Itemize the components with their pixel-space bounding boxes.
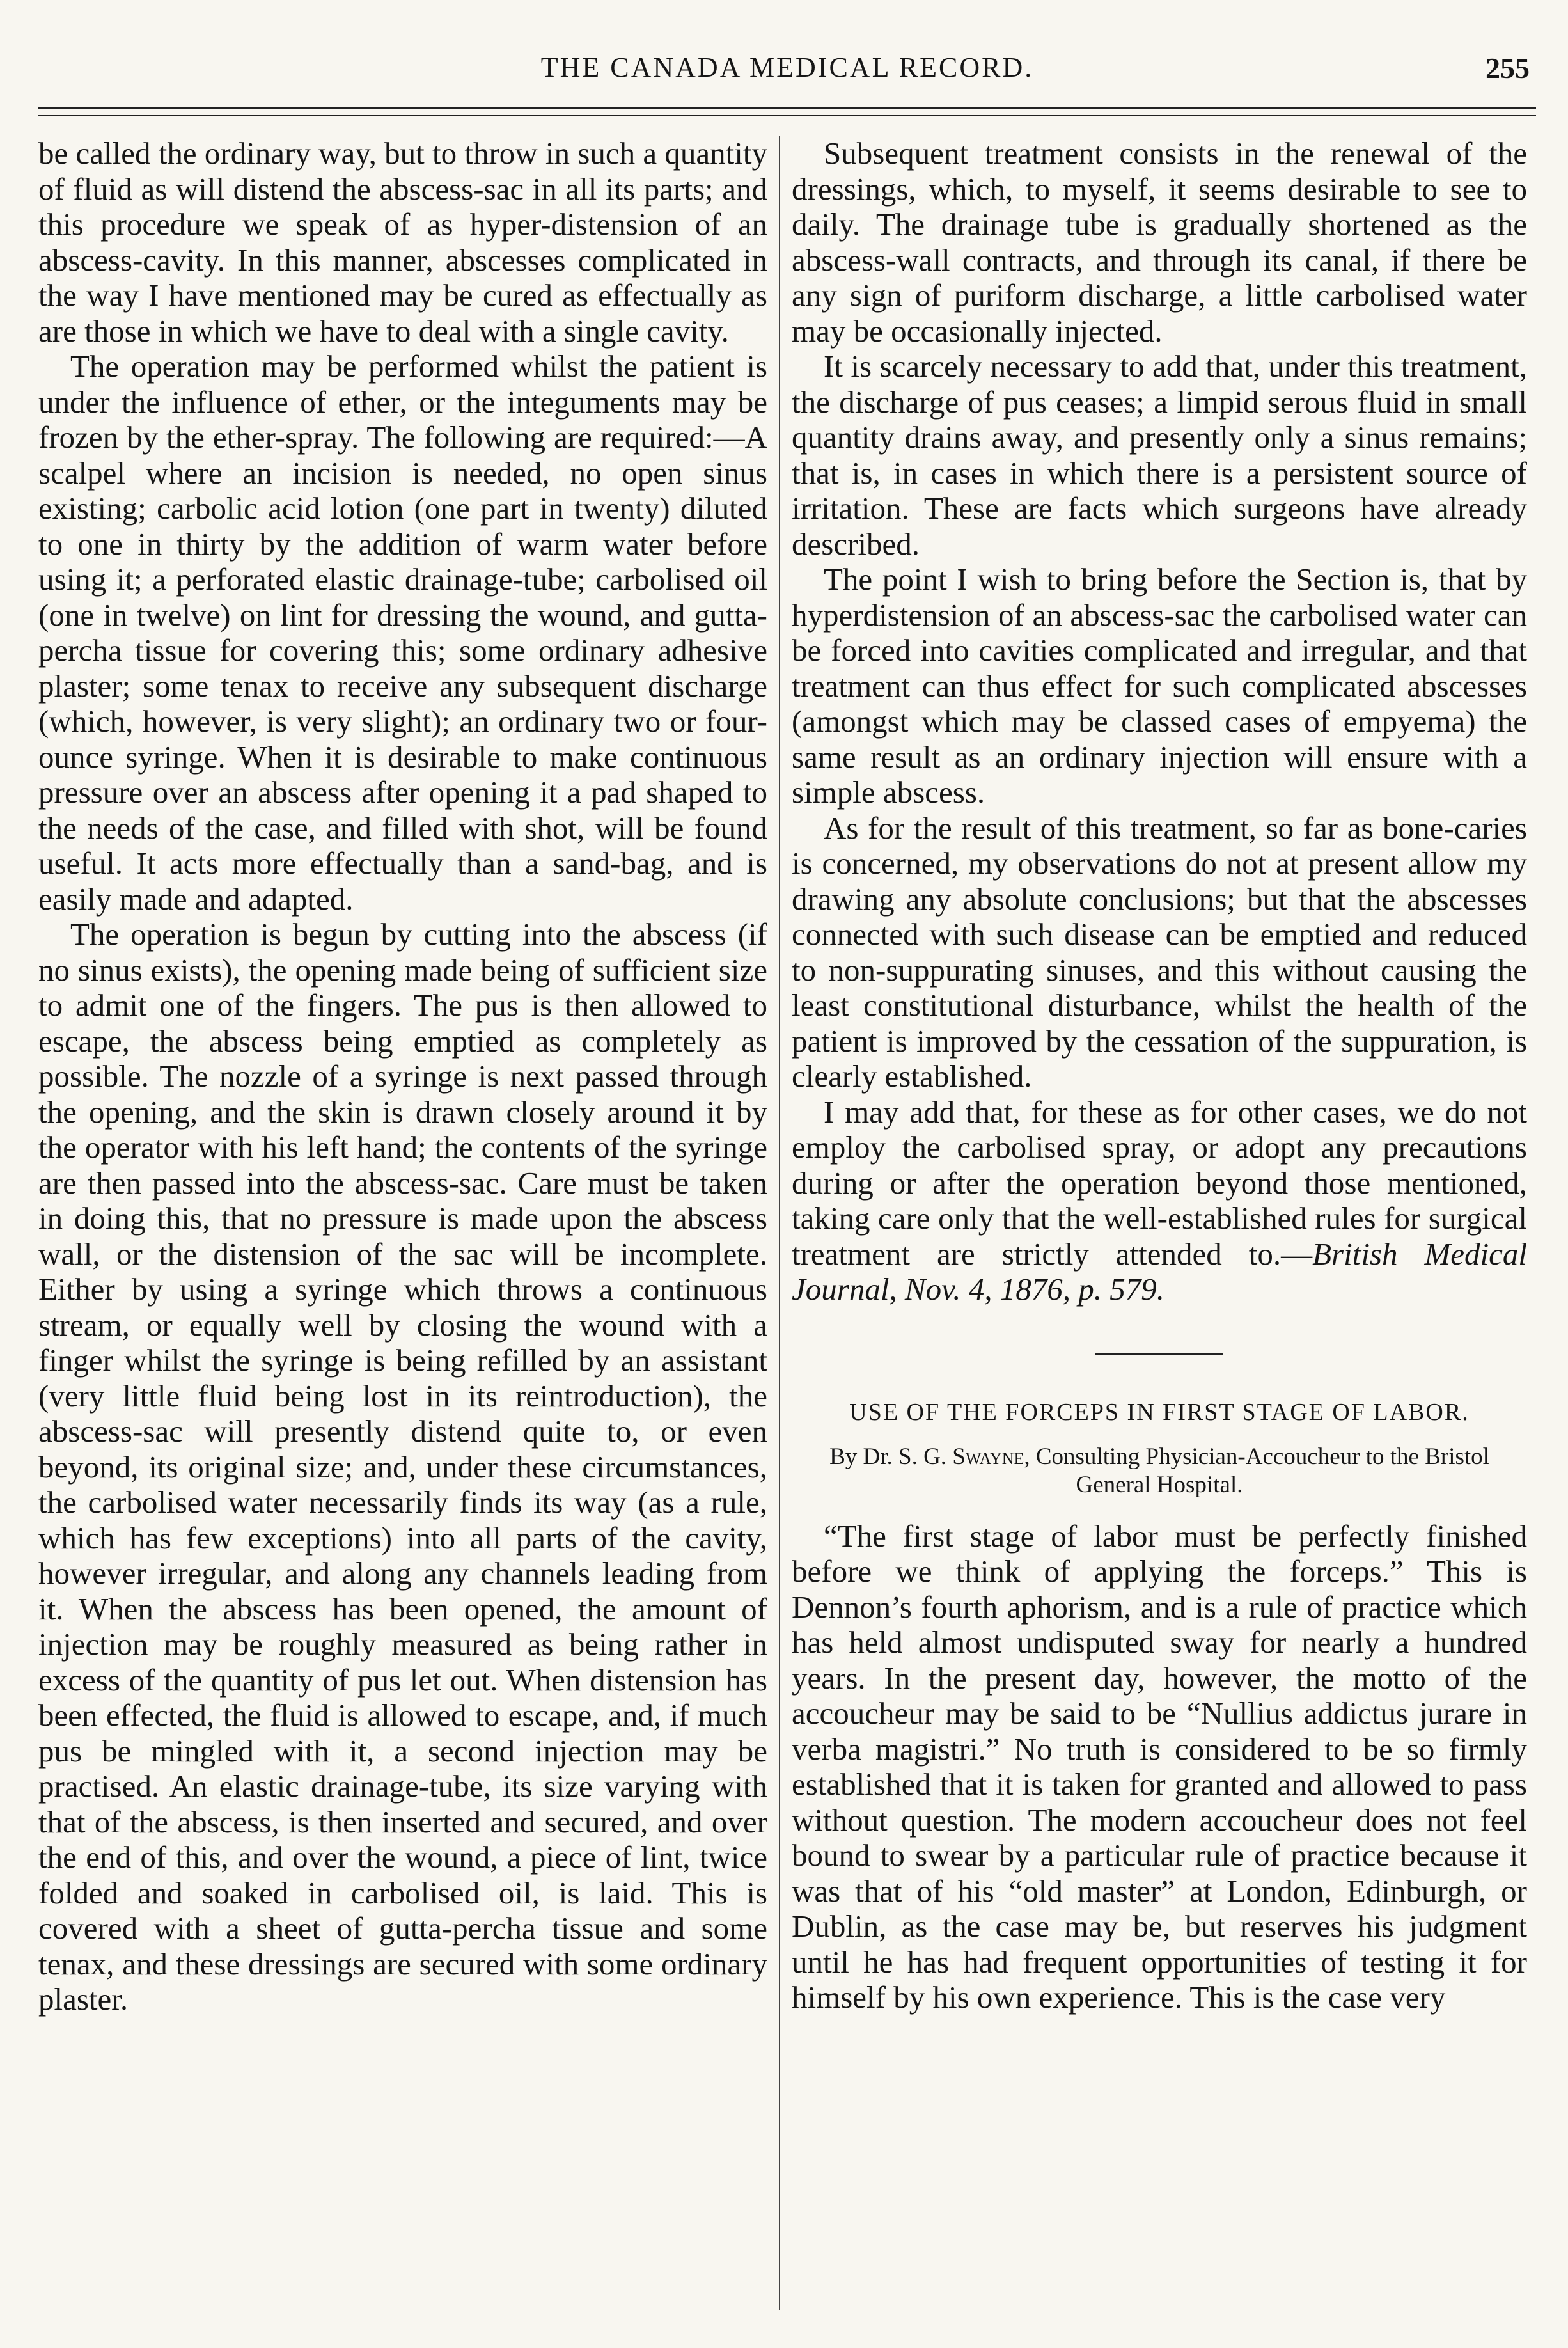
- paragraph: “The first stage of labor must be perfectly finished before we think of applying the forceps.” This is Dennon’s fourth aphorism, and is a rule of practice which has held almost undisputed sway for nearly a hundred years. In the present day, however, the motto of the accoucheur may be said to be “Nullius addictus jurare in verba magistri.” No truth is considered to be so firmly established that it is taken for granted and allowed to pass without question. The modern accoucheur does not feel bound to swear by a particular rule of practice because it was that of his “old master” at London, Edinburgh, or Dublin, as the case may be, but reserves his judgment until he has had frequent opportunities of testing it for himself by his own experience. This is the case very: [792, 1518, 1527, 2015]
- paragraph: Subsequent treatment consists in the renewal of the dressings, which, to myself, it seems desirable to see to daily. The drainage tube is gradually shortened as the abscess-wall contracts, and through its canal, if there be any sign of puriform discharge, a little carbolised water may be occasionally injected.: [792, 136, 1527, 349]
- closing-paragraph: [792, 1094, 1527, 1307]
- author-name: Swayne: [952, 1443, 1024, 1470]
- header-rule-top: [38, 107, 1536, 109]
- paragraph: It is scarcely necessary to add that, under this treatment, the discharge of pus ceases; a limpid serous fluid in small quantity drains away, and presently only a sinus remains; that is, in cases in which there is a persistent source of irritation. These are facts which surgeons have already described.: [792, 349, 1527, 562]
- page-header: [38, 45, 1536, 96]
- paragraph: be called the ordinary way, but to throw in such a quantity of fluid as will distend the abscess-sac in all its parts; and this procedure we speak of as hyper-distension of an abscess-cavity. In this manner, abscesses complicated in the way I have mentioned may be cured as effectually as are those in which we have to deal with a single cavity.: [38, 136, 767, 349]
- paragraph: As for the result of this treatment, so far as bone-caries is concerned, my observations do not at present allow my drawing any absolute conclusions; but that the abscesses connected with such disease can be emptied and reduced to non-suppurating sinuses, and this without causing the least constitutional disturbance, whilst the health of the patient is improved by the cessation of the suppuration, is clearly established.: [792, 810, 1527, 1094]
- article-byline: [798, 1443, 1521, 1499]
- paragraph: The operation may be performed whilst the patient is under the influence of ether, or the integuments may be frozen by the ether-spray. The following are required:—A scalpel where an incision is needed, no open sinus existing; carbolic acid lotion (one part in twenty) diluted to one in thirty by the addition of warm water before using it; a perforated elastic drainage-tube; carbolised oil (one in twelve) on lint for dressing the wound, and gutta-percha tissue for covering this; some ordinary adhesive plaster; some tenax to receive any subsequent discharge (which, however, is very slight); an ordinary two or four-ounce syringe. When it is desirable to make continuous pressure over an abscess after opening it a pad shaped to the needs of the case, and filled with shot, will be found useful. It acts more effectually than a sand-bag, and is easily made and adapted.: [38, 349, 767, 917]
- paragraph: The point I wish to bring before the Section is, that by hyperdistension of an abscess-sac the carbolised water can be forced into cavities complicated and irregular, and that treatment can thus effect for such complicated abscesses (amongst which may be classed cases of empyema) the same result as an ordinary injection will ensure with a simple abscess.: [792, 562, 1527, 810]
- byline-prefix: By Dr. S. G.: [829, 1443, 953, 1470]
- article-title: USE OF THE FORCEPS IN FIRST STAGE OF LABOR.: [849, 1398, 1470, 1426]
- source-citation: British Medical Journal, Nov. 4, 1876, p. 579.: [792, 1236, 1528, 1307]
- column-divider: [779, 136, 780, 2310]
- section-divider: [1095, 1353, 1223, 1355]
- right-column: [792, 136, 1527, 2015]
- closing-paragraph-text: I may add that, for these as for other cases, we do not employ the carbolised spray, or adopt any precautions during or after the operation beyond those mentioned, taking care only that the well-established rules for surgical treatment are strictly attended to.—: [792, 1094, 1527, 1272]
- running-head: THE CANADA MEDICAL RECORD.: [540, 52, 1034, 83]
- header-rule-bottom: [38, 115, 1536, 116]
- page-number: 255: [1486, 52, 1530, 84]
- paragraph: The operation is begun by cutting into the abscess (if no sinus exists), the opening made being of sufficient size to admit one of the fingers. The pus is then allowed to escape, the abscess being emptied as completely as possible. The nozzle of a syringe is next passed through the opening, and the skin is drawn closely around it by the operator with his left hand; the contents of the syringe are then passed into the abscess-sac. Care must be taken in doing this, that no pressure is made upon the abscess wall, or the distension of the sac will be incomplete. Either by using a syringe which throws a continuous stream, or equally well by closing the wound with a finger whilst the syringe is being refilled by an assistant (very little fluid being lost in its reintroduction), the abscess-sac will presently distend quite to, or even beyond, its original size; and, under these circumstances, the carbolised water necessarily finds its way (as a rule, which has few exceptions) into all parts of the cavity, however irregular, and along any channels leading from it. When the abscess has been opened, the amount of injection may be roughly measured as being rather in excess of the quantity of pus let out. When distension has been effected, the fluid is allowed to escape, and, if much pus be mingled with it, a second injection may be practised. An elastic drainage-tube, its size varying with that of the abscess, is then inserted and secured, and over the end of this, and over the wound, a piece of lint, twice folded and soaked in carbolised oil, is laid. This is covered with a sheet of gutta-percha tissue and some tenax, and these dressings are secured with some ordinary plaster.: [38, 917, 767, 2017]
- left-column: [38, 136, 767, 2017]
- byline-suffix: , Consulting Physician-Accoucheur to the Bristol General Hospital.: [1024, 1443, 1489, 1498]
